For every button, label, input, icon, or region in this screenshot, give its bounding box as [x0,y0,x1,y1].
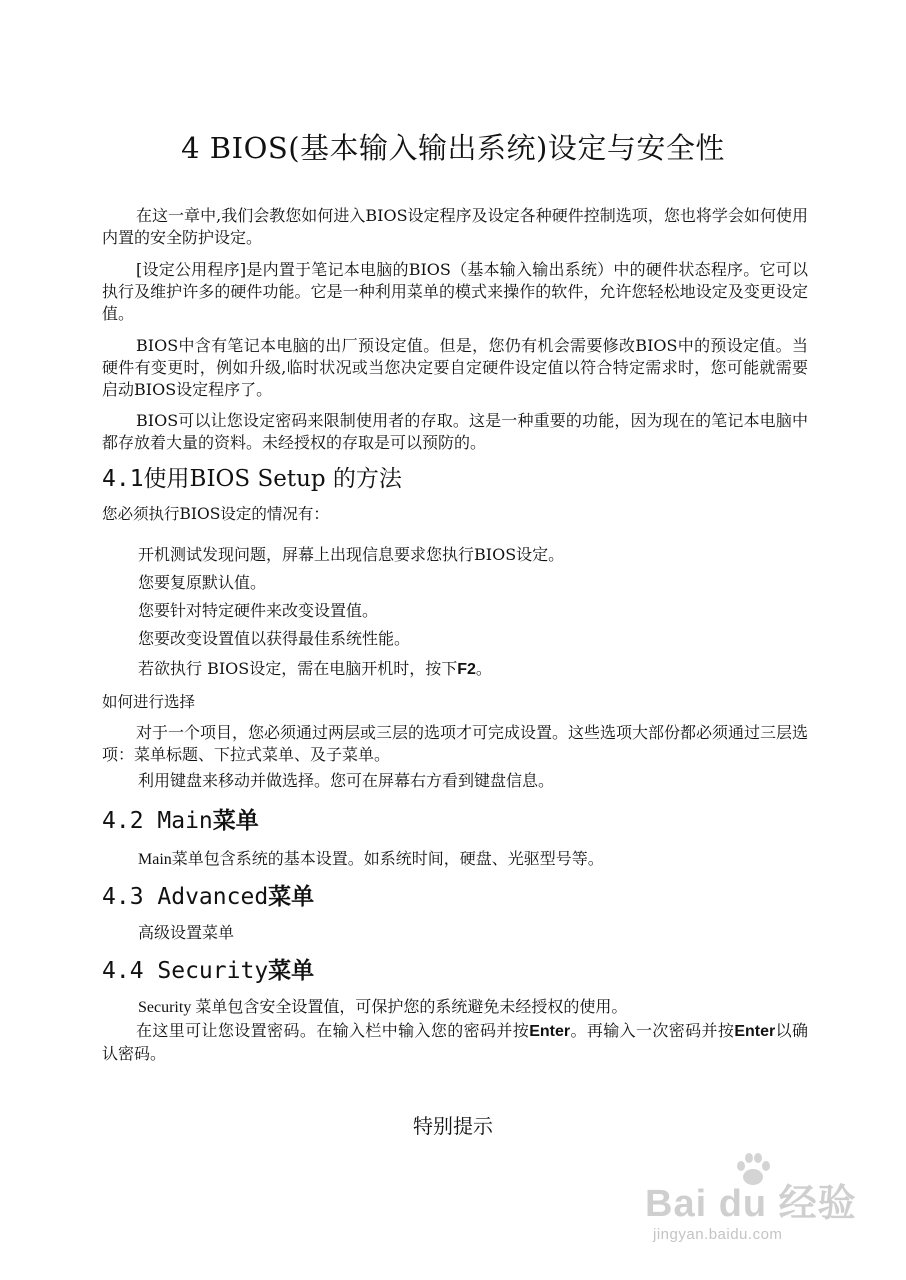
f2-instruction [138,656,492,679]
list-item: 您要复原默认值。 [138,573,267,592]
page-title: 4 BIOS(基本输入输出系统)设定与安全性 [181,131,725,165]
section-4-1-heading [102,460,402,493]
selection-paragraph: 对于一个项目，您必须通过两层或三层的选项才可完成设置。这些选项大部份都必须通过三层选项：菜单标题、下拉式菜单、及子菜单。 [102,723,809,764]
section-title: 菜单 [212,807,259,834]
f2-instruction-end: 。 [475,659,492,678]
password-text-c: 以确认密码。 [102,1021,808,1063]
section-number: 4.3 Advanced [102,884,269,910]
enter-key-label: Enter [734,1023,776,1040]
section-4-2-heading [102,802,259,835]
intro-paragraph-2: [设定公用程序]是内置于笔记本电脑的BIOS（基本输入输出系统）中的硬件状态程序。它可以执行及维护许多的硬件功能。它是一种利用菜单的模式来操作的软件，允许您轻松地设定及变更设定值。 [102,260,808,323]
special-note-title: 特别提示 [413,1114,493,1138]
section-title: 菜单 [268,957,315,984]
section-4-3-heading [102,878,314,911]
section-title: 菜单 [268,883,315,910]
main-menu-description: Main菜单包含系统的基本设置。如系统时间，硬盘、光驱型号等。 [138,851,604,868]
intro-paragraph-1: 在这一章中,我们会教您如何进入BIOS设定程序及设定各种硬件控制选项，您也将学会如何使用内置的安全防护设定。 [102,206,808,247]
advanced-menu-description: 高级设置菜单 [138,923,235,942]
section-4-4-heading [102,952,314,985]
bios-conditions-heading: 您必须执行BIOS设定的情况有： [102,505,329,523]
section-number: 4.1 [102,466,144,492]
baidu-jingyan-watermark [645,1150,875,1260]
enter-key-label: Enter [529,1023,571,1040]
section-number: 4.4 Security [102,958,269,984]
watermark-brand: Bai du 经验 [645,1183,857,1225]
f2-key-label: F2 [457,661,476,678]
keyboard-paragraph: 利用键盘来移动并做选择。您可在屏幕右方看到键盘信息。 [138,771,555,790]
list-item: 开机测试发现问题，屏幕上出现信息要求您执行BIOS设定。 [138,545,565,564]
intro-paragraph-4: BIOS可以让您设定密码来限制使用者的存取。这是一种重要的功能，因为现在的笔记本电脑中都存放着大量的资料。未经授权的存取是可以预防的。 [102,411,808,452]
section-number: 4.2 Main [102,808,213,834]
watermark-url: jingyan.baidu.com [653,1226,783,1243]
security-menu-description: Security 菜单包含安全设置值，可保护您的系统避免未经授权的使用。 [138,999,628,1016]
password-instruction [102,1020,808,1065]
password-text-a: 在这里可让您设置密码。在输入栏中输入您的密码并按 [136,1021,530,1040]
list-item: 您要改变设置值以获得最佳系统性能。 [138,629,411,648]
f2-instruction-text: 若欲执行 BIOS设定，需在电脑开机时，按下 [138,659,458,678]
section-title: 使用BIOS Setup 的方法 [143,466,402,492]
list-item: 您要针对特定硬件来改变设置值。 [138,601,379,620]
password-text-b: 。再输入一次密码并按 [570,1021,735,1040]
selection-heading: 如何进行选择 [102,693,196,711]
intro-paragraph-3: BIOS中含有笔记本电脑的出厂预设定值。但是，您仍有机会需要修改BIOS中的预设定值。当硬件有变更时，例如升级,临时状况或当您决定要自定硬件设定值以符合特定需求时，您可能就需要启动BIOS设定程序了。 [102,336,808,399]
